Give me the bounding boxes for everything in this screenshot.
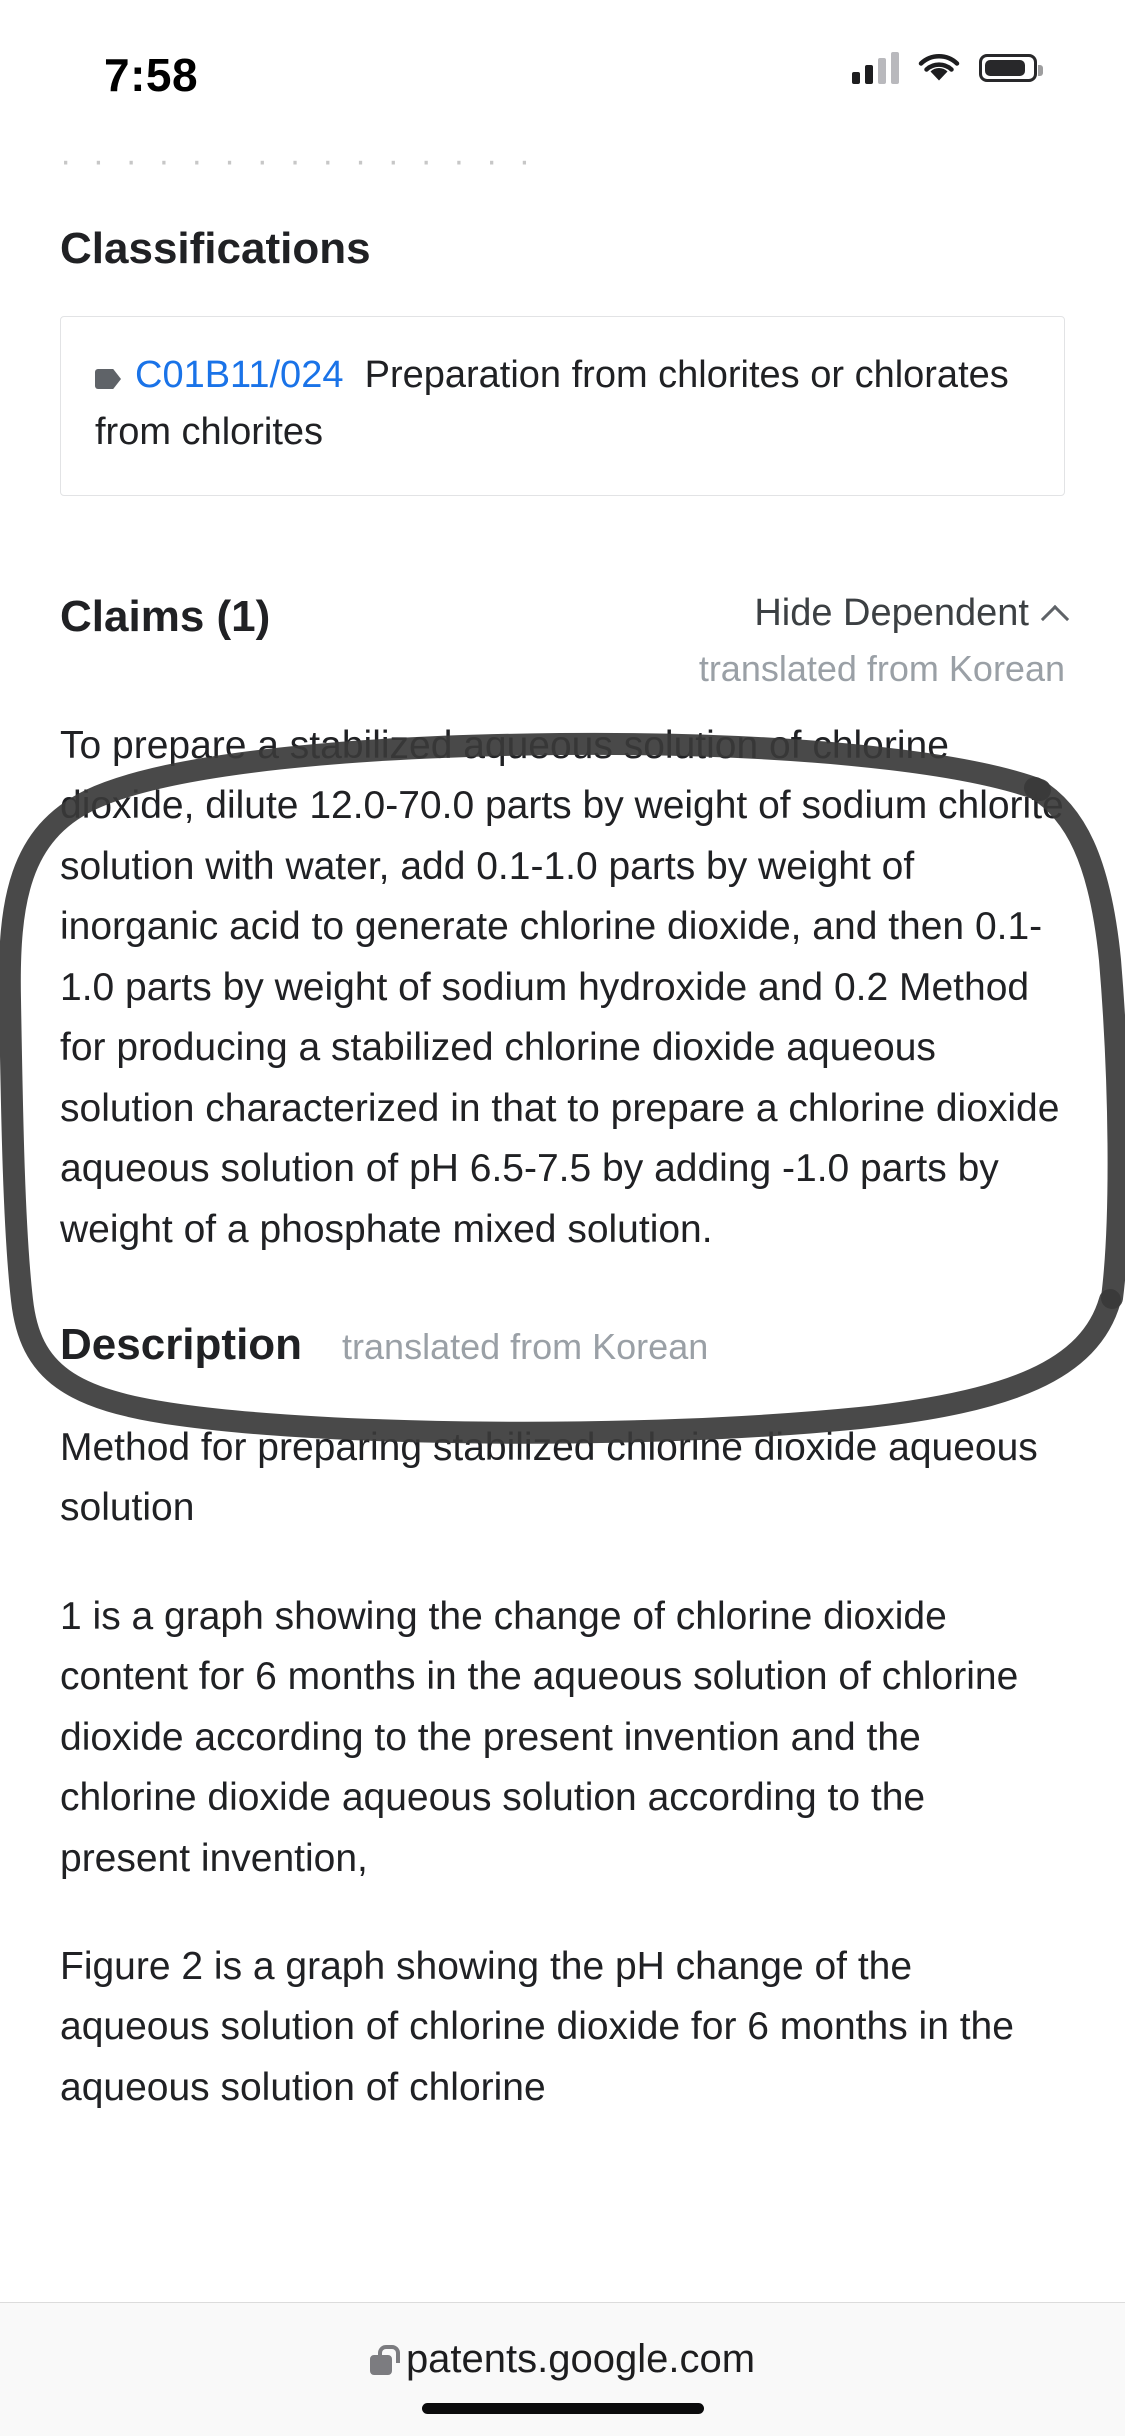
truncated-text-line: · · · · · · · · · · · · · · · bbox=[60, 142, 537, 172]
claim-text: To prepare a stabilized aqueous solution of chlorine dioxide, dilute 12.0-70.0 parts by weight of sodium chlorite solution with water, add 0.1-1.0 parts by weight of inorganic acid to generate chlorine dioxide, and then 0.1-1.0 parts by weight of sodium hydroxide and 0.2 Method for producing a stabilized chlorine dioxide aqueous solution characterized in that to prepare a chlorine dioxide aqueous solution of pH 6.5-7.5 by adding -1.0 parts by weight of a phosphate mixed solution. bbox=[60, 724, 1064, 1251]
description-heading: Description bbox=[60, 1319, 303, 1369]
battery-icon bbox=[979, 54, 1037, 82]
address-bar[interactable] bbox=[0, 2337, 1125, 2382]
wifi-icon bbox=[917, 52, 961, 84]
description-translation-note: translated from Korean bbox=[342, 1325, 709, 1367]
lock-icon bbox=[370, 2355, 392, 2375]
status-icons bbox=[852, 52, 1037, 84]
url-text: patents.google.com bbox=[405, 2337, 756, 2381]
classification-entry[interactable] bbox=[60, 316, 1065, 496]
claims-translation-note: translated from Korean bbox=[698, 648, 1065, 689]
hide-dependent-button[interactable] bbox=[754, 592, 1065, 635]
description-paragraph: Figure 2 is a graph showing the pH change of the aqueous solution of chlorine dioxide for 6 months in the aqueous solution of chlorine bbox=[60, 1945, 1014, 2109]
claims-header-row bbox=[60, 592, 1065, 642]
cellular-signal-icon bbox=[852, 52, 899, 84]
status-bar bbox=[0, 0, 1125, 132]
tag-icon bbox=[95, 369, 121, 389]
home-indicator[interactable] bbox=[422, 2403, 704, 2414]
description-paragraph: Method for preparing stabilized chlorine dioxide aqueous solution bbox=[60, 1425, 1038, 1530]
claims-heading: Claims (1) bbox=[60, 592, 271, 641]
classification-code[interactable]: C01B11/024 bbox=[135, 354, 344, 396]
browser-bottom-bar bbox=[0, 2302, 1125, 2436]
web-page-content bbox=[0, 132, 1125, 2302]
classifications-heading: Classifications bbox=[60, 224, 371, 273]
description-header-row bbox=[60, 1320, 1065, 1370]
chevron-up-icon bbox=[1041, 604, 1069, 632]
hide-dependent-label: Hide Dependent bbox=[754, 592, 1029, 634]
status-time: 7:58 bbox=[104, 49, 199, 101]
description-paragraph: 1 is a graph showing the change of chlorine dioxide content for 6 months in the aqueous solution of chlorine dioxide according to the present invention and the chlorine dioxide aqueous solution according to the present invention, bbox=[60, 1594, 1019, 1880]
classification-description: Preparation from chlorites or chlorates from chlorites bbox=[95, 354, 1009, 453]
